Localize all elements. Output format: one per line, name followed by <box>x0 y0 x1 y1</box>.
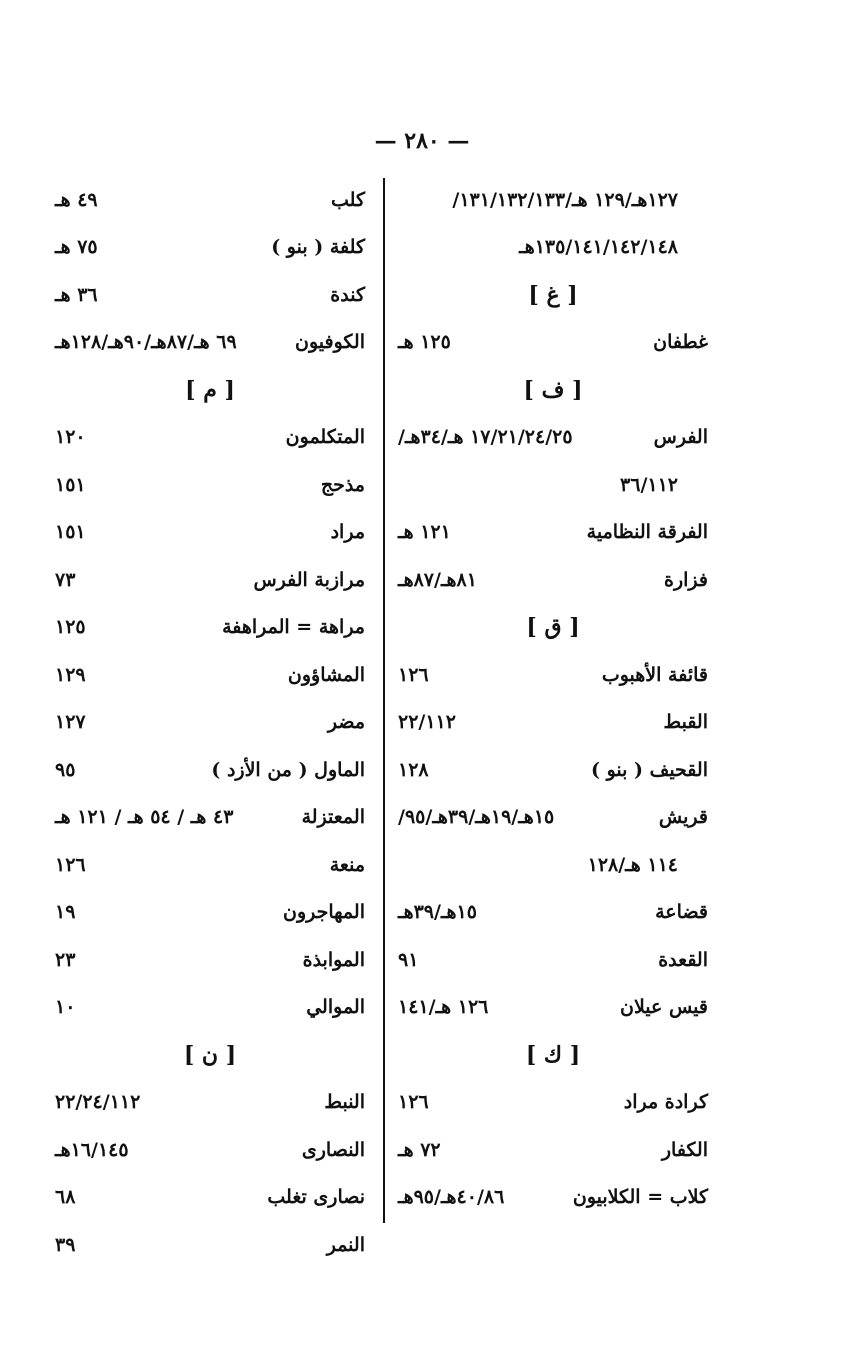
entry-page-refs: ٢٣ <box>55 948 76 971</box>
entry-name: المتكلمون <box>285 426 365 449</box>
entry-page-refs: ١٢٠ <box>55 426 86 449</box>
entry-page-refs: ٧٥ هـ <box>55 236 98 259</box>
entry-page-refs: ١٢٦ <box>398 663 429 686</box>
entry-name: الفرس <box>653 426 708 449</box>
index-entry-continuation <box>398 841 708 889</box>
entry-page-refs: ١٥١ <box>55 473 86 496</box>
entry-page-refs: ٣٦ هـ <box>55 283 98 306</box>
entry-name: كندة <box>330 283 365 306</box>
entry-name: الفرقة النظامية <box>586 521 708 544</box>
index-entry-continuation <box>398 461 708 509</box>
entry-name: كلب <box>331 188 365 211</box>
entry-name: قريش <box>658 806 708 829</box>
entry-name: القحيف ( بنو ) <box>590 758 708 781</box>
entry-name: كلاب = الكلابيون <box>572 1186 708 1209</box>
index-entry <box>55 271 365 319</box>
index-entry <box>55 889 365 937</box>
entry-page-refs: ٤٠/٨٦هـ/٩٥هـ <box>398 1186 505 1209</box>
entry-page-refs: ١٥هـ/٣٩هـ <box>398 901 477 924</box>
entry-page-refs: ١٥١ <box>55 521 86 544</box>
entry-name: منعة <box>329 853 365 876</box>
index-entry <box>55 176 365 224</box>
entry-name: مراد <box>330 521 365 544</box>
entry-page-refs: ١٢٧ <box>55 711 86 734</box>
entry-name: المعتزلة <box>301 806 365 829</box>
entry-name: الكفار <box>661 1138 708 1161</box>
entry-page-refs: ٢٢/٢٤/١١٢ <box>55 1091 141 1114</box>
entry-page-refs: ١٥هـ/١٩هـ/٣٩هـ/٩٥/ <box>398 806 555 829</box>
index-entry <box>55 1221 365 1269</box>
section-heading: [ م ] <box>185 376 235 403</box>
section-heading: [ ن ] <box>183 1041 237 1068</box>
index-entry <box>55 604 365 652</box>
index-entry <box>398 1126 708 1174</box>
index-entry <box>398 414 708 462</box>
index-entry-continuation <box>398 224 708 272</box>
entry-page-refs: ١٦/١٤٥هـ <box>55 1138 129 1161</box>
entry-name: مرازبة الفرس <box>253 568 365 591</box>
index-entry <box>398 936 708 984</box>
entry-page-refs: ١٩ <box>55 901 76 924</box>
entry-page-refs: ٩١ <box>398 948 419 971</box>
entry-page-refs: ١٣٥/١٤١/١٤٢/١٤٨هـ <box>519 236 678 259</box>
entry-page-refs: ٣٦/١١٢ <box>620 473 678 496</box>
entry-name: مضر <box>327 711 365 734</box>
index-entry <box>55 414 365 462</box>
entry-name: الموابذة <box>302 948 365 971</box>
index-entry <box>398 794 708 842</box>
entry-name: غطفان <box>653 331 708 354</box>
entry-page-refs: ٨١هـ/٨٧هـ <box>398 568 477 591</box>
left-column <box>55 176 365 1269</box>
entry-page-refs: ٤٩ هـ <box>55 188 98 211</box>
entry-name: الموالي <box>306 996 365 1019</box>
entry-name: قائفة الأهبوب <box>601 663 708 686</box>
section-heading: [ ك ] <box>525 1041 581 1068</box>
index-entry <box>55 746 365 794</box>
index-entry <box>55 1174 365 1222</box>
index-entry <box>55 224 365 272</box>
entry-name: القعدة <box>658 948 708 971</box>
entry-page-refs: ١٢٩ <box>55 663 86 686</box>
entry-name: فزارة <box>664 568 708 591</box>
index-entry <box>398 1079 708 1127</box>
entry-page-refs: ١٢٦ <box>398 1091 429 1114</box>
entry-name: قيس عيلان <box>619 996 708 1019</box>
right-column <box>398 176 708 1221</box>
section-heading: [ ف ] <box>523 376 583 403</box>
index-entry <box>55 984 365 1032</box>
entry-page-refs: ١٢٥ هـ <box>398 331 451 354</box>
entry-name: النبط <box>324 1091 365 1114</box>
column-divider <box>383 178 385 1223</box>
entry-page-refs: ١٠ <box>55 996 76 1019</box>
index-entry <box>55 699 365 747</box>
entry-page-refs: ٦٩ هـ/٨٧هـ/٩٠هـ/١٢٨هـ <box>55 331 237 354</box>
entry-page-refs: ٢٢/١١٢ <box>398 711 456 734</box>
entry-page-refs: ٦٨ <box>55 1186 76 1209</box>
entry-name: كلفة ( بنو ) <box>271 236 365 259</box>
entry-name: المشاؤون <box>287 663 365 686</box>
index-entry <box>55 461 365 509</box>
entry-page-refs: ٩٥ <box>55 758 76 781</box>
entry-name: مراهة = المراهفة <box>222 616 365 639</box>
entry-page-refs: ١٢٨ <box>398 758 429 781</box>
index-entry <box>398 699 708 747</box>
entry-name: النصارى <box>301 1138 365 1161</box>
entry-page-refs: ١٢١ هـ <box>398 521 451 544</box>
index-entry <box>55 794 365 842</box>
index-entry <box>55 651 365 699</box>
index-entry <box>55 509 365 557</box>
entry-page-refs: ٣٩ <box>55 1233 76 1256</box>
entry-name: القبط <box>663 711 708 734</box>
entry-page-refs: ١٢٦ هـ/١٤١ <box>398 996 489 1019</box>
index-entry <box>398 509 708 557</box>
index-entry <box>398 889 708 937</box>
index-entry <box>55 1126 365 1174</box>
entry-page-refs: ١٢٦ <box>55 853 86 876</box>
index-entry <box>398 319 708 367</box>
index-entry <box>398 651 708 699</box>
index-entry <box>55 936 365 984</box>
index-entry <box>398 1174 708 1222</box>
entry-page-refs: ١٢٥ <box>55 616 86 639</box>
entry-name: مذحج <box>320 473 365 496</box>
section-heading: [ ق ] <box>526 614 580 641</box>
index-entry <box>55 556 365 604</box>
index-entry-continuation <box>398 176 708 224</box>
section-heading: [ غ ] <box>528 281 578 308</box>
entry-page-refs: ٧٣ <box>55 568 76 591</box>
index-entry <box>55 841 365 889</box>
entry-page-refs: ١١٤ هـ/١٢٨ <box>587 853 678 876</box>
entry-name: نصارى تغلب <box>267 1186 365 1209</box>
index-entry <box>398 556 708 604</box>
entry-page-refs: ١٧/٢١/٢٤/٢٥ هـ/٣٤هـ/ <box>398 426 573 449</box>
entry-name: المهاجرون <box>283 901 365 924</box>
index-entry <box>398 746 708 794</box>
entry-name: الكوفيون <box>295 331 365 354</box>
entry-name: كرادة مراد <box>623 1091 708 1114</box>
entry-page-refs: ٧٢ هـ <box>398 1138 441 1161</box>
page-number: — ٢٨٠ — <box>374 128 470 154</box>
entry-page-refs: ٤٣ هـ / ٥٤ هـ / ١٢١ هـ <box>55 806 234 829</box>
entry-name: النمر <box>326 1233 365 1256</box>
index-entry <box>55 1079 365 1127</box>
entry-page-refs: ١٢٧هـ/١٢٩ هـ/١٣١/١٣٢/١٣٣/ <box>452 188 678 211</box>
entry-name: قضاعة <box>655 901 708 924</box>
entry-name: الماول ( من الأزد ) <box>211 758 365 781</box>
index-entry <box>398 984 708 1032</box>
index-entry <box>55 319 365 367</box>
